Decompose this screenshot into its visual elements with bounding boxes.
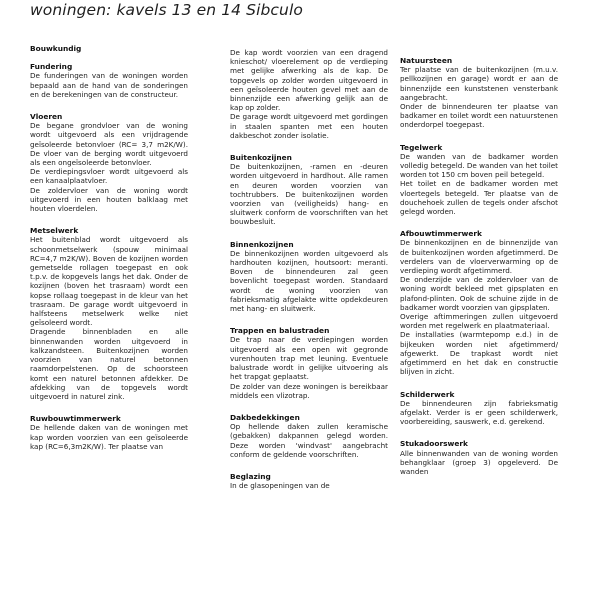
paragraph: Dragende binnenbladen en alle binnenwanden worden uitgevoerd in kalkzandsteen. Buitenkozijnen worden voorzien van naturel betonnen raamdorpelstenen. Op de schoorsteen komt een naturel betonnen afdekker. De afdekking van de topgevels wordt uitgevoerd in naturel zink. (30, 327, 188, 401)
section-title: Dakbedekkingen (230, 412, 300, 422)
paragraph: Onder de binnendeuren ter plaatse van badkamer en toilet wordt een natuurstenen onderdorpel toegepast. (400, 102, 558, 130)
section-title: Buitenkozijnen (230, 153, 292, 163)
section-title: Schilderwerk (400, 389, 455, 399)
paragraph: Het toilet en de badkamer worden met vloertegels betegeld. Ter plaatse van de douchehoek zullen de tegels onder afschot gelegd worden. (400, 179, 558, 217)
section-kap-continued (230, 48, 388, 140)
section-title: Fundering (30, 62, 73, 72)
section-beglazing (230, 472, 388, 490)
section-vloeren (30, 112, 188, 213)
paragraph: De binnendeuren zijn fabrieksmatig afgelakt. Verder is er geen schilderwerk, voorbereiding, sauswerk, e.d. gerekend. (400, 398, 558, 427)
column-3 (400, 44, 558, 476)
section-trappen-en-balustraden (230, 326, 388, 400)
paragraph: De zolder van deze woningen is bereikbaar middels een vlizotrap. (230, 381, 388, 400)
paragraph: Ter plaatse van de buitenkozijnen (m.u.v. pellkozijnen en garage) wordt er aan de binnenzijde een kunststenen vensterbank aangebracht. (400, 65, 558, 102)
paragraph: Alle binnenwanden van de woning worden behangklaar (groep 3) opgeleverd. De wanden (400, 448, 558, 476)
paragraph: De garage wordt uitgevoerd met gordingen in staalen spanten met een houten dakbeschot zonder isolatie. (230, 112, 388, 140)
paragraph: De wanden van de badkamer worden volledig betegeld. De wanden van het toilet worden tot 150 cm boven peil betegeld. (400, 151, 558, 180)
section-natuursteen (400, 56, 558, 130)
section-fundering (30, 62, 188, 99)
paragraph: Op hellende daken zullen keramische (gebakken) dakpannen gelegd worden. Deze worden 'windvast' aangebracht conform de geldende voorschriften. (230, 422, 388, 459)
section-ruwbouwtimmerwerk (30, 414, 188, 451)
paragraph: De buitenkozijnen, -ramen en -deuren worden uitgevoerd in hardhout. Alle ramen en deuren worden voorzien van tochtrubbers. De buitenkozijnen worden voorzien van (veiligheids) hang- en sluitwerk conform de voorschriften van het bouwbesluit. (230, 162, 388, 227)
paragraph: De onderzijde van de zoldervloer van de woning wordt bekleed met gipsplaten en plafond-plinten. Ook de schuine zijde in de badkamer wordt voorzien van gipsplaten. (400, 275, 558, 312)
paragraph: De binnenkozijnen worden uitgevoerd als hardhouten kozijnen, houtsoort: meranti. Boven de binnendeuren zal geen bovenlicht toegepast worden. Standaard wordt de woning voorzien van fabrieksmatig afgelakte witte opdekdeuren met hang- en sluitwerk. (230, 248, 388, 314)
section-stukadoorswerk (400, 439, 558, 476)
section-afbouwtimmerwerk (400, 229, 558, 376)
paragraph: De zoldervloer van de woning wordt uitgevoerd in een houten balklaag met houten vloerdelen. (30, 185, 188, 214)
section-buitenkozijnen (230, 153, 388, 227)
document-title: woningen: kavels 13 en 14 Sibculo (30, 1, 303, 19)
paragraph: Overige aftimmeringen zullen uitgevoerd worden met regelwerk en plaatmateriaal. (400, 312, 558, 331)
paragraph: De binnenkozijnen en de binnenzijde van de buitenkozijnen worden afgetimmerd. De verdelers van de vloerverwarming op de verdieping wordt afgetimmerd. (400, 238, 558, 276)
paragraph: De trap naar de verdiepingen worden uitgevoerd als een open wit gegronde vurenhouten trap met leuning. Eventuele balustrade wordt in gelijke uitvoering als het trapgat geplaatst. (230, 335, 388, 382)
section-binnenkozijnen (230, 240, 388, 314)
paragraph: De funderingen van de woningen worden bepaald aan de hand van de sonderingen en de berekeningen van de constructeur. (30, 71, 188, 99)
section-heading-bouwkundig: Bouwkundig (30, 44, 82, 53)
section-title: Vloeren (30, 112, 63, 122)
paragraph: De begane grondvloer van de woning wordt uitgevoerd als een vrijdragende geïsoleerde betonvloer (RC= 3,7 m2K/W). De vloer van de berging wordt uitgevoerd als een ongeïsoleerde betonvloer. (30, 121, 188, 168)
section-title: Binnenkozijnen (230, 239, 294, 249)
paragraph: De kap wordt voorzien van een dragend knieschot/ vloerelement op de verdieping met gelijke afwerking als de kap. De topgevels op zolder worden uitgevoerd in een geïsoleerde houten gevel met aan de binnenzijde een afwerking gelijk aan de kap op zolder. (230, 48, 388, 113)
section-title: Tegelwerk (400, 142, 443, 152)
section-title: Beglazing (230, 471, 271, 481)
section-title: Afbouwtimmerwerk (400, 229, 482, 239)
section-title: Ruwbouwtimmerwerk (30, 414, 121, 424)
paragraph: De hellende daken van de woningen met kap worden voorzien van een geïsoleerde kap (RC=6,3m2K/W). Ter plaatse van (30, 423, 188, 451)
column-1 (30, 44, 188, 451)
section-metselwerk (30, 226, 188, 401)
section-title: Trappen en balustraden (230, 326, 330, 336)
column-2 (230, 48, 388, 490)
section-dakbedekkingen (230, 413, 388, 459)
section-title: Natuursteen (400, 56, 453, 65)
section-title: Stukadoorswerk (400, 439, 468, 449)
section-tegelwerk (400, 143, 558, 217)
paragraph: De installaties (warmtepomp e.d.) in de bijkeuken worden niet afgetimmerd/ afgewerkt. De trapkast wordt niet afgetimmerd en het dak en constructie blijven in zicht. (400, 330, 558, 377)
section-schilderwerk (400, 390, 558, 427)
paragraph: De verdiepingsvloer wordt uitgevoerd als een kanaalplaatvloer. (30, 167, 188, 186)
section-title: Metselwerk (30, 226, 79, 236)
paragraph: In de glasopeningen van de (230, 481, 330, 491)
paragraph: Het buitenblad wordt uitgevoerd als schoonmetselwerk (spouw minimaal RC=4,7 m2K/W). Boven de kozijnen worden gemetselde rollagen toegepast en ook t.p.v. de kopgevels langs het dak. Onder de kozijnen (boven het trasraam) wordt een kopse rollaag toegepast in de kleur van het trasraam. De garage wordt uitgevoerd in halfsteens metselwerk welke niet geïsoleerd wordt. (30, 235, 188, 328)
